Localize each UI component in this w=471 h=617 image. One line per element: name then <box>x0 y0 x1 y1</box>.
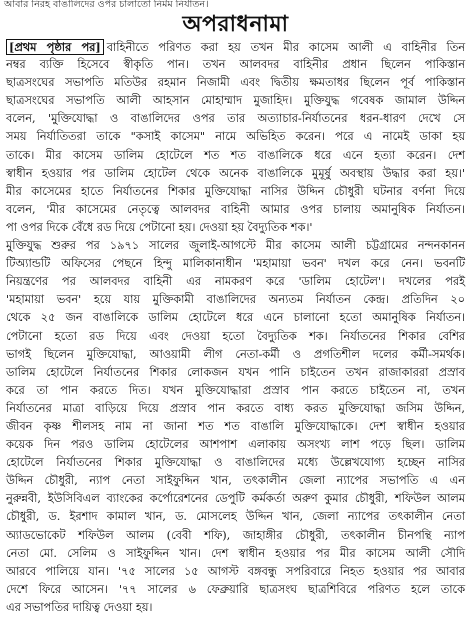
article-line: টিঅ্যান্ডটি অফিসের পেছনে হিন্দু মালিকানাধীন 'মহামায়া ভবন' দখল করে নেন। ভবনটি <box>6 257 465 271</box>
article-line: নুরুন্নবী, ইউসিবিএল ব্যাংকের কর্পোরেশনের ডেপুটি কর্মকর্তা অরুণ কুমার চৌধুরী, শফিউল আলম <box>6 492 465 506</box>
article-line: পেটানো হতো রড দিয়ে এবং দেওয়া হতো বৈদ্যুতিক শক। নির্যাতনের শিকার বেশির <box>6 329 465 343</box>
article-line: সময় নির্যাতিতরা তাকে "কসাই কাসেম" নামে অভিহিত করেন। পরে এ নামেই ডাকা হয় <box>6 130 465 144</box>
article-line: দেশে ফিরে আসেন। '৭৭ সালের ৬ ফেব্রুয়ারি ছাত্রসংঘ ছাত্রশিবিরে পরিণত হলে তাকে <box>6 582 465 596</box>
article-line: তাকে। মীর কাসেম ডালিম হোটেলে শত শত বাঙালিকে ধরে এনে হত্যা করেন। দেশ <box>6 148 465 162</box>
article-line: জীবন কৃষ্ণ শীলসহ নাম না জানা শত শত বাঙালি মুক্তিযোদ্ধাকে। দেশ স্বাধীন হওয়ার <box>6 419 465 433</box>
article-line: নম্বর ব্যক্তি হিসেবে স্বীকৃতি পান। তখন আলবদর বাহিনীর প্রধান ছিলেন পাকিস্তান <box>6 58 465 72</box>
article-line: কয়েক দিন পরও ডালিম হোটেলের আশপাশ এলাকায় অসংখ্য লাশ পড়ে ছিল। ডালিম <box>6 438 465 452</box>
article-line: নির্যাতনের মাত্রা বাড়িয়ে দিয়ে প্রস্রাব পান করতে বাধ্য করত মুক্তিযোদ্ধা জসিম উদ্দিন, <box>6 401 465 415</box>
article-line: ছাত্রসংঘের সভাপতি আলী আহসান মোহাম্মাদ মুজাহিদ। মুক্তিযুদ্ধ গবেষক জামাল উদ্দিন <box>6 94 465 108</box>
article-line: ছাত্রসংঘের সভাপতি মতিউর রহমান নিজামী এবং দ্বিতীয় ক্ষমতাধর ছিলেন পূর্ব পাকিস্তান <box>6 76 465 90</box>
article-line: বলেন, 'মুক্তিযোদ্ধা ও বাঙালিদের ওপর তার অত্যাচার-নির্যাতনের ধরন-ধারণ দেখে সে <box>6 112 465 126</box>
article-line: থেকে ২৫ জন বাঙালিকে ডালিম হোটেলে ধরে এনে চালানো হতো অমানুষিক নির্যাতন। <box>6 311 465 325</box>
article-line: 'মহামায়া ভবন' হয়ে যায় মুক্তিকামী বাঙালিদের অন্যতম নির্যাতন কেন্দ্র। প্রতিদিন ২০ <box>6 293 465 307</box>
article-line-text: বাহিনীতে পরিণত করা হয় তখন মীর কাসেম আলী এ বাহিনীর তিন <box>106 41 466 54</box>
article-line: অ্যাডভোকেট শফিউল আলম (বেবী শফি), জাহাঙ্গীর চৌধুরী, তৎকালীন চীনপন্থি ন্যাপ <box>6 528 465 542</box>
article-line: হোটেলে নির্যাতনের শিকার মুক্তিযোদ্ধা ও বাঙালিদের মধ্যে উল্লেখযোগ্য হচ্ছেন নাসির <box>6 456 465 470</box>
article-line: স্বাধীন হওয়ার পর ডালিম হোটেল থেকে অনেক বাঙালিকে মুমূর্ষু অবস্থায় উদ্ধার করা হয়।' <box>6 166 465 180</box>
article-line: চৌধুরী, ড. ইরশাদ কামাল খান, ড. মোসলেহ উদ্দিন খান, জেলা ন্যাপের তৎকালীন নেতা <box>6 510 465 524</box>
article-line <box>6 38 465 56</box>
article-line: আরবে পালিয়ে যান। '৭৫ সালের ১৫ আগস্ট বঙ্গবন্ধু সপরিবারে নিহত হওয়ার পর আবার <box>6 564 465 578</box>
previous-text-fragment: আবার নিরহ বাঙালিদের ওপর চালাতো নির্মম নির্যাতন। <box>4 0 209 10</box>
article-line: মুক্তিযুদ্ধ শুরুর পর ১৯৭১ সালের জুলাই-আগস্টে মীর কাসেম আলী চট্টগ্রামের নন্দনকানন <box>6 239 465 253</box>
article-body <box>6 38 466 614</box>
article-line: উদ্দিন চৌধুরী, ন্যাপ নেতা সাইফুদ্দিন খান, তৎকালীন জেলা ন্যাপের সভাপতি এ এন <box>6 474 465 488</box>
article-line: বলেন, 'মীর কাসেমের নেতৃত্বে আলবদর বাহিনী আমার ওপর চালায় অমানুষিক নির্যাতন। <box>6 202 465 216</box>
article-line: করে তা পান করতে দিত। যখন মুক্তিযোদ্ধারা প্রস্রাব পান করতে চাইতেন না, তখন <box>6 383 465 397</box>
article-line: মীর কাসেমের হাতে নির্যাতনের শিকার মুক্তিযোদ্ধা নাসির উদ্দিন চৌধুরী ঘটনার বর্ণনা দিয়ে <box>6 184 465 198</box>
article-line: এর সভাপতির দায়িত্ব দেওয়া হয়। <box>6 600 153 614</box>
page-title: অপরাধনামা <box>182 11 289 37</box>
article-line: ভাগই ছিলেন মুক্তিযোদ্ধা, আওয়ামী লীগ নেতা-কর্মী ও প্রগতিশীল দলের কর্মী-সমর্থক। <box>6 347 465 361</box>
article-line: পা ওপর দিকে বেঁধে রড দিয়ে পেটানো হয়। দেওয়া হয় বৈদ্যুতিক শক।' <box>6 220 313 234</box>
article-line: নিয়ন্ত্রণের পর আলবদর বাহিনী এর নামকরণ করে 'ডালিম হোটেল'। দখলের পরই <box>6 275 465 289</box>
article-line: নেতা মো. সেলিম ও সাইফুদ্দিন খান। দেশ স্বাধীন হওয়ার পর মীর কাসেম আলী সৌদি <box>6 546 465 560</box>
continued-label: [প্রথম পৃষ্ঠার পর] <box>6 39 104 55</box>
article-line: ডালিম হোটেলে নির্যাতনের শিকার লোকজন যখন পানি চাইতেন তখন রাজাকাররা প্রস্রাব <box>6 365 465 379</box>
